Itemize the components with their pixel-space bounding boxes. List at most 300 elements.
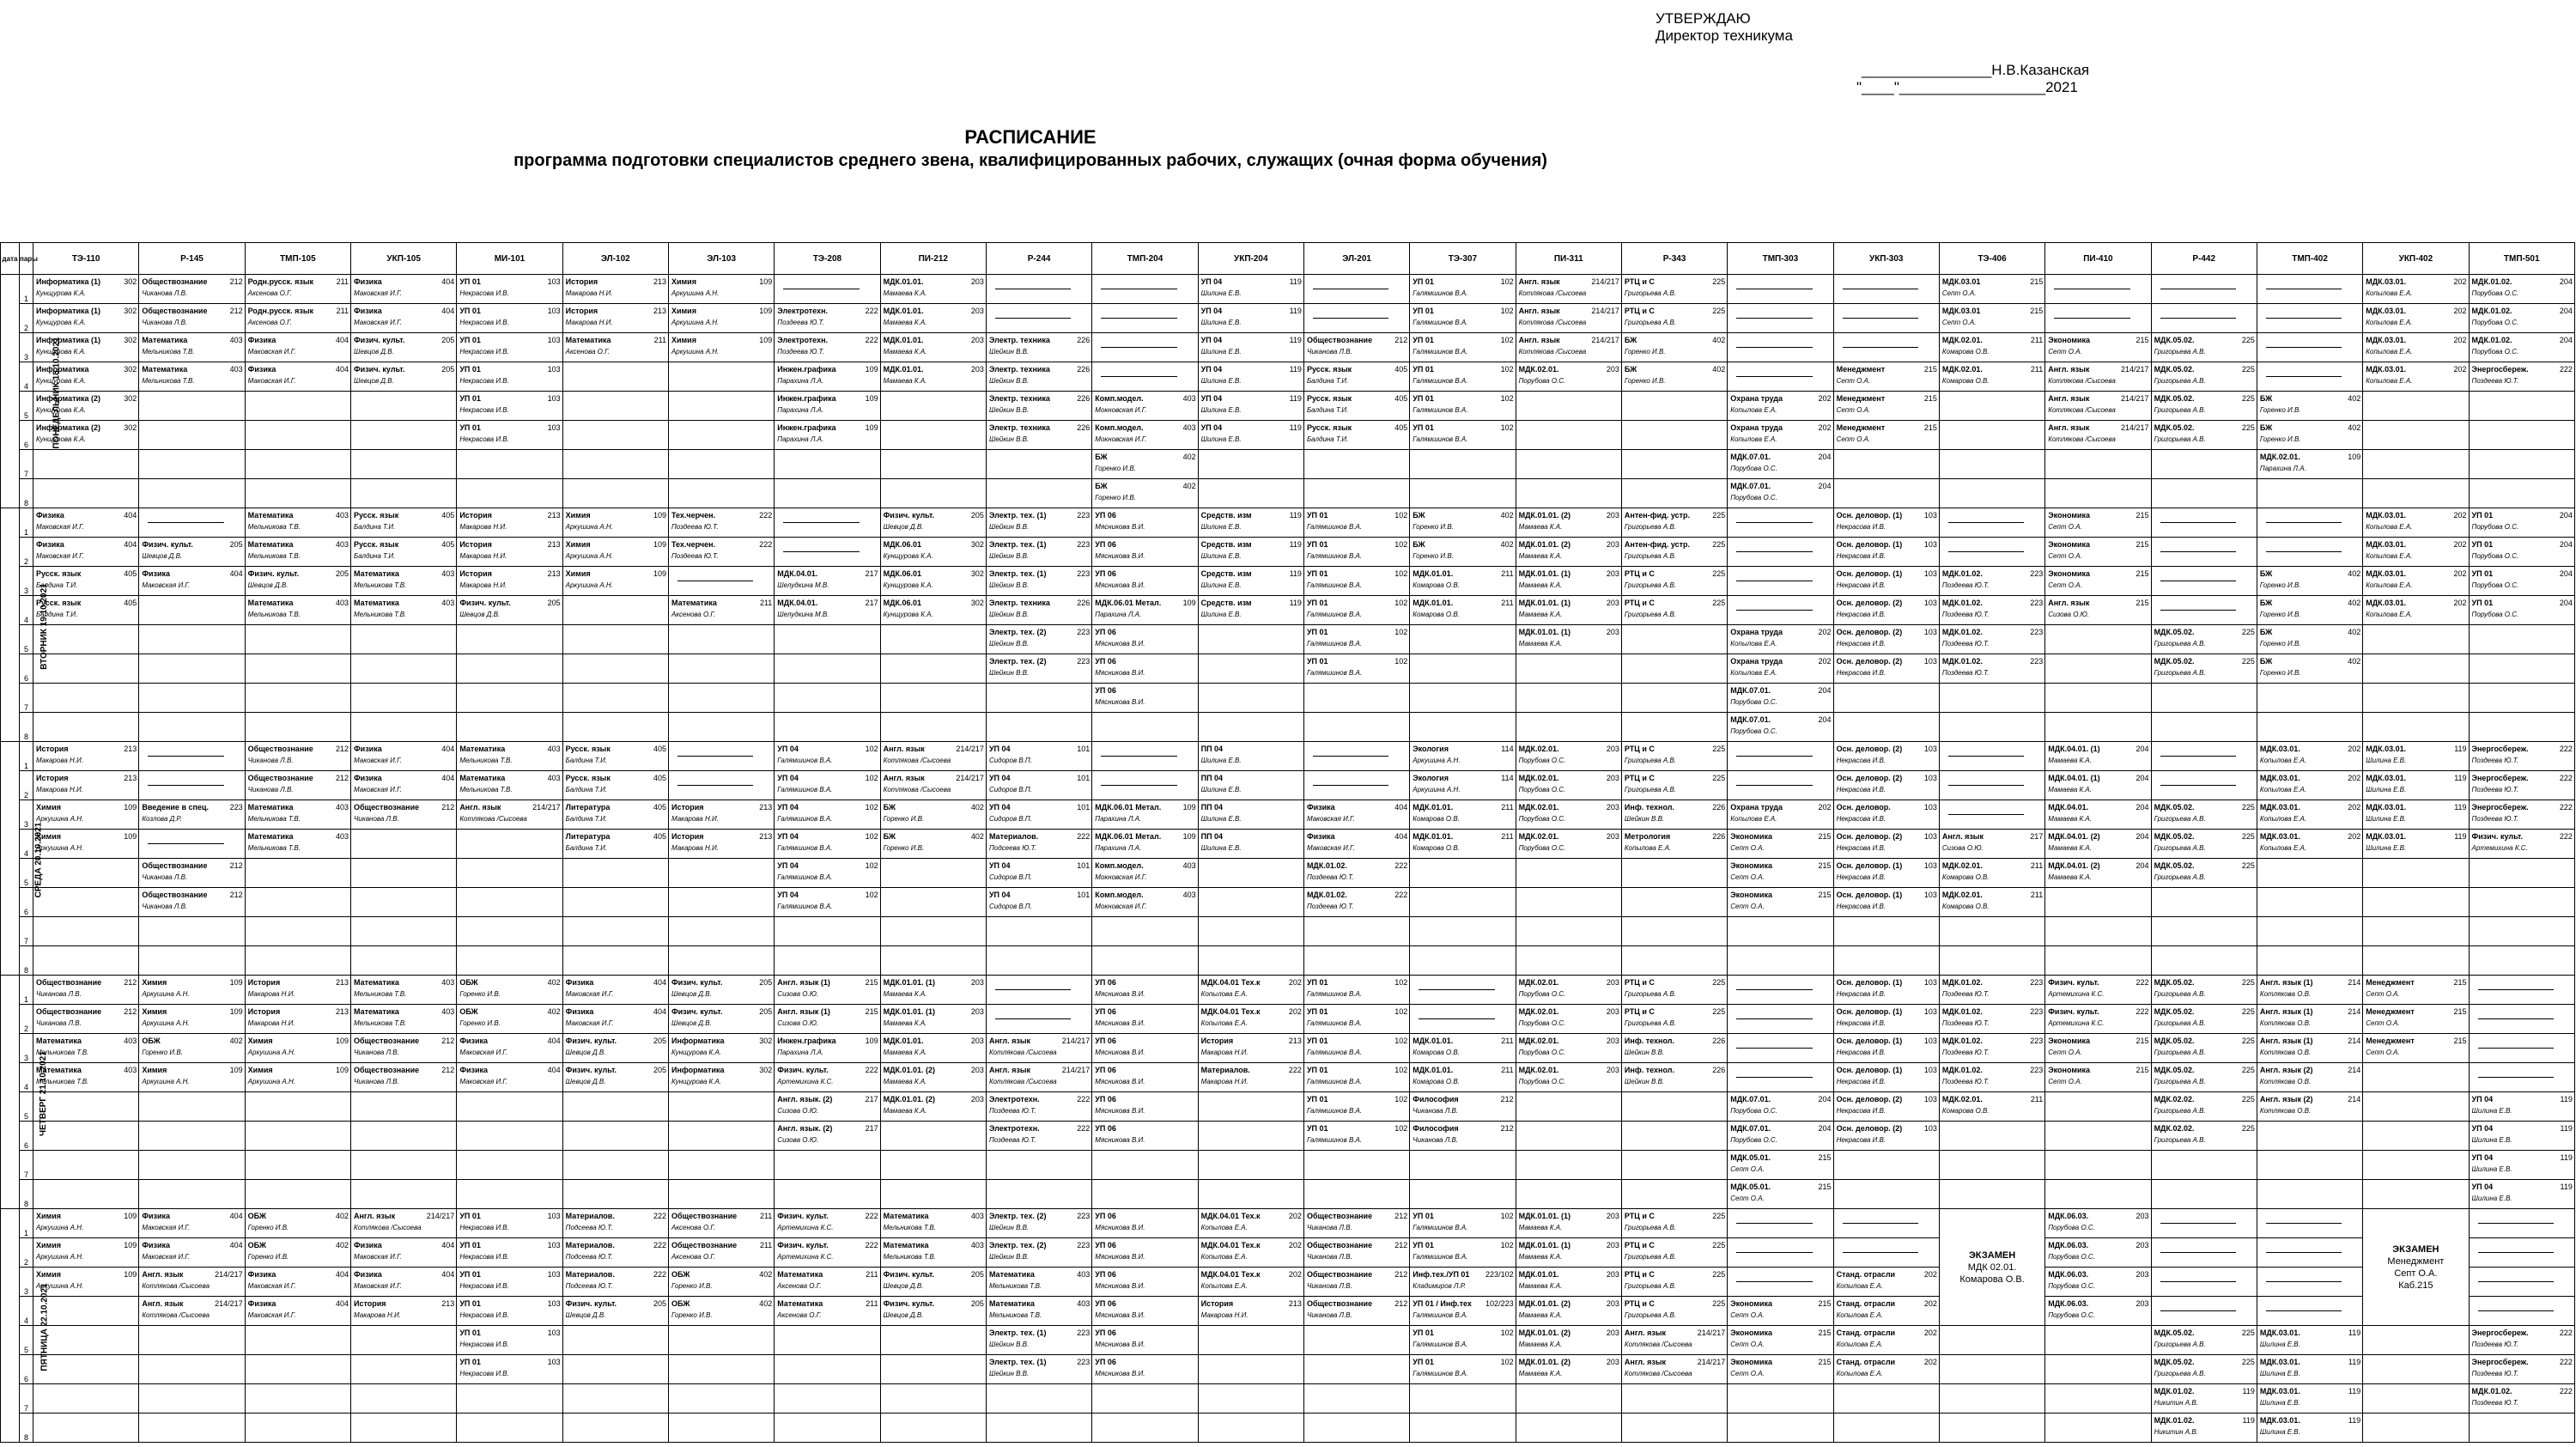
- lesson-cell: [1728, 742, 1833, 771]
- lesson-room: 119: [2560, 1183, 2573, 1191]
- lesson-cell: [245, 888, 350, 917]
- lesson-cell: [775, 976, 880, 1005]
- lesson-cell: [2257, 1268, 2362, 1297]
- lesson-teacher: Григорьева А.В.: [2154, 435, 2206, 443]
- lesson-cell: [668, 275, 774, 304]
- lesson-teacher: Шевцов Д.В.: [883, 1311, 924, 1319]
- lesson-teacher: Аркушина А.Н.: [247, 1078, 295, 1085]
- lesson-teacher: Парахина Л.А.: [2259, 465, 2306, 472]
- lesson-subject: Русск. язык: [1306, 394, 1352, 403]
- lesson-teacher: Мельникова Т.В.: [353, 990, 407, 998]
- lesson-teacher: Мельникова Т.В.: [36, 1049, 89, 1056]
- lesson-subject: Англ. язык (2): [2259, 1095, 2313, 1103]
- lesson-room: 204: [2136, 745, 2149, 753]
- lesson-room: 402: [759, 1270, 773, 1279]
- lesson-room: 109: [759, 336, 773, 344]
- lesson-teacher: Котлякова /Сысоева: [1518, 348, 1587, 356]
- lesson-teacher: Мельникова Т.В.: [459, 786, 513, 793]
- lesson-cell: [1833, 684, 1939, 713]
- lesson-teacher: Некрасова И.В.: [1836, 640, 1886, 648]
- lesson-subject: УП 01 / Инф.тех: [1413, 1299, 1472, 1308]
- lesson-subject: МДК.01.01. (2): [1518, 511, 1571, 520]
- lesson-cell: [33, 888, 139, 917]
- lesson-cell: [775, 1151, 880, 1180]
- lesson-cell: [1092, 1122, 1198, 1151]
- lesson-cell: [668, 1092, 774, 1122]
- lesson-room: 211: [2030, 861, 2044, 870]
- empty-line: [1736, 610, 1812, 611]
- pair-number: 3: [20, 800, 33, 830]
- lesson-room: 225: [1712, 774, 1726, 782]
- lesson-cell: [245, 567, 350, 596]
- lesson-subject: Менеджмент: [2366, 978, 2415, 987]
- lesson-cell: [2469, 830, 2574, 859]
- lesson-teacher: Горенко И.В.: [1413, 552, 1454, 560]
- lesson-teacher: Порубова О.С.: [1730, 494, 1777, 502]
- lesson-cell: [1303, 771, 1409, 800]
- lesson-room: 217: [865, 569, 878, 578]
- lesson-room: 402: [1712, 365, 1726, 374]
- empty-line: [995, 318, 1071, 319]
- lesson-cell: [139, 1122, 245, 1151]
- lesson-teacher: Чиканова Л.В.: [142, 289, 188, 297]
- lesson-room: 119: [2454, 745, 2467, 753]
- lesson-subject: Экономика: [1730, 861, 1773, 870]
- lesson-teacher: Копылова Е.А.: [1730, 640, 1777, 648]
- lesson-room: 225: [2241, 365, 2255, 374]
- lesson-room: 119: [1289, 277, 1302, 286]
- lesson-cell: [1410, 1326, 1516, 1355]
- lesson-room: 404: [335, 336, 349, 344]
- lesson-teacher: Мамаева К.А.: [883, 990, 927, 998]
- lesson-cell: [1728, 1209, 1833, 1238]
- group-header: УКП-105: [350, 243, 456, 275]
- lesson-cell: [139, 742, 245, 771]
- lesson-teacher: Котлякова /Сысоева: [883, 786, 951, 793]
- lesson-subject: УП 06: [1095, 1212, 1116, 1220]
- lesson-teacher: Горенко И.В.: [1095, 465, 1136, 472]
- lesson-cell: [1516, 1034, 1621, 1063]
- lesson-teacher: Маковская И.Г.: [353, 289, 402, 297]
- lesson-teacher: Порубова О.С.: [1518, 377, 1566, 385]
- lesson-subject: Физика: [353, 745, 382, 753]
- lesson-room: 302: [970, 569, 984, 578]
- title-subtitle: программа подготовки специалистов среднего звена, квалифицированных рабочих, служащих (очная форма обучения): [513, 151, 1547, 170]
- lesson-teacher: Септ О.А.: [2048, 348, 2082, 356]
- lesson-subject: Информатика (2): [36, 423, 101, 432]
- lesson-cell: [1621, 771, 1727, 800]
- lesson-subject: Электр. техника: [988, 365, 1050, 374]
- lesson-cell: [1303, 508, 1409, 538]
- lesson-cell: [457, 830, 562, 859]
- lesson-teacher: Поздеева Ю.Т.: [1941, 1019, 1990, 1027]
- lesson-teacher: Шейкин В.В.: [988, 669, 1030, 677]
- lesson-room: 103: [547, 1299, 561, 1308]
- lesson-teacher: Шилина Е.В.: [1200, 523, 1242, 531]
- lesson-cell: [562, 946, 668, 976]
- lesson-subject: УП 01: [459, 394, 481, 403]
- lesson-cell: [986, 1414, 1091, 1443]
- lesson-subject: МДК.01.02.: [1941, 657, 1983, 666]
- lesson-cell: [880, 421, 986, 450]
- lesson-room: 204: [2136, 861, 2149, 870]
- lesson-cell: [2257, 742, 2362, 771]
- lesson-subject: Обществознание: [1306, 1241, 1373, 1249]
- lesson-cell: [1516, 917, 1621, 946]
- lesson-room: 204: [2559, 307, 2573, 315]
- lesson-row: [1, 333, 2575, 362]
- lesson-subject: БЖ: [2259, 569, 2273, 578]
- lesson-cell: [245, 1092, 350, 1122]
- lesson-teacher: Септ О.А.: [1730, 1311, 1765, 1319]
- lesson-teacher: Шилина Е.В.: [2366, 757, 2407, 764]
- lesson-subject: МДК.03.01.: [2259, 774, 2300, 782]
- lesson-cell: [1728, 304, 1833, 333]
- lesson-cell: [1092, 1180, 1198, 1209]
- lesson-room: 203: [1606, 365, 1619, 374]
- group-header: УКП-204: [1198, 243, 1303, 275]
- lesson-cell: [562, 1180, 668, 1209]
- lesson-subject: МДК.05.02.: [2154, 423, 2195, 432]
- lesson-row: [1, 362, 2575, 392]
- lesson-subject: БЖ: [1095, 482, 1108, 490]
- lesson-cell: [775, 450, 880, 479]
- lesson-teacher: Мамаева К.А.: [1518, 640, 1563, 648]
- lesson-cell: [880, 275, 986, 304]
- lesson-cell: [1410, 771, 1516, 800]
- lesson-room: 215: [865, 978, 878, 987]
- lesson-subject: МДК.04.01 Тех.к: [1200, 1270, 1261, 1279]
- lesson-cell: [1939, 479, 2044, 508]
- lesson-cell: [986, 917, 1091, 946]
- lesson-cell: [986, 1034, 1091, 1063]
- lesson-cell: [1303, 567, 1409, 596]
- lesson-cell: [2151, 1414, 2257, 1443]
- lesson-teacher: Балдина Т.И.: [36, 581, 78, 589]
- lesson-cell: [1410, 1151, 1516, 1180]
- lesson-cell: [2257, 1151, 2362, 1180]
- lesson-subject: История: [247, 1007, 281, 1016]
- lesson-teacher: Копылова Е.А.: [2366, 581, 2413, 589]
- lesson-cell: [1516, 421, 1621, 450]
- lesson-subject: МДК.01.02.: [1941, 978, 1983, 987]
- lesson-room: 103: [1923, 978, 1937, 987]
- lesson-teacher: Шилина Е.В.: [2366, 844, 2407, 852]
- lesson-teacher: Копылова Е.А.: [1836, 1341, 1883, 1348]
- lesson-teacher: Шевцов Д.В.: [353, 348, 394, 356]
- lesson-cell: [1728, 1063, 1833, 1092]
- lesson-room: 103: [1923, 657, 1937, 666]
- lesson-cell: [1410, 275, 1516, 304]
- lesson-cell: [2257, 538, 2362, 567]
- lesson-teacher: Некрасова И.В.: [1836, 1019, 1886, 1027]
- lesson-cell: [2257, 771, 2362, 800]
- lesson-cell: [1303, 654, 1409, 684]
- lesson-cell: [2045, 684, 2151, 713]
- lesson-cell: [2469, 538, 2574, 567]
- lesson-cell: [668, 713, 774, 742]
- lesson-teacher: Шилина Е.В.: [2471, 1136, 2512, 1144]
- lesson-teacher: Чиканова Л.В.: [36, 1019, 82, 1027]
- lesson-cell: [2045, 1180, 2151, 1209]
- lesson-cell: [1303, 450, 1409, 479]
- empty-line: [783, 551, 859, 552]
- lesson-cell: [1728, 859, 1833, 888]
- lesson-subject: Математика: [142, 365, 188, 374]
- lesson-teacher: Горенко И.В.: [883, 844, 925, 852]
- lesson-cell: [2151, 1297, 2257, 1326]
- lesson-cell: [880, 1355, 986, 1384]
- empty-line: [148, 522, 223, 523]
- lesson-row: [1, 392, 2575, 421]
- lesson-cell: [1728, 684, 1833, 713]
- lesson-cell: [1728, 1297, 1833, 1326]
- lesson-teacher: Шилина Е.В.: [2259, 1428, 2300, 1436]
- lesson-subject: МДК.01.01.: [883, 307, 924, 315]
- lesson-room: 212: [124, 1007, 137, 1016]
- lesson-cell: [1303, 888, 1409, 917]
- lesson-subject: Философия: [1413, 1095, 1459, 1103]
- lesson-cell: [457, 362, 562, 392]
- lesson-row: [1, 538, 2575, 567]
- lesson-subject: Обществознание: [142, 277, 208, 286]
- lesson-teacher: Шейкин В.В.: [988, 523, 1030, 531]
- lesson-cell: [880, 684, 986, 713]
- group-header: ЭЛ-102: [562, 243, 668, 275]
- lesson-cell: [562, 1005, 668, 1034]
- empty-line: [2160, 522, 2236, 523]
- lesson-cell: [1516, 1209, 1621, 1238]
- empty-line: [2160, 610, 2236, 611]
- lesson-subject: Физич. культ.: [671, 1007, 723, 1016]
- lesson-subject: УП 06: [1095, 1066, 1116, 1074]
- lesson-subject: Физика: [142, 1241, 171, 1249]
- lesson-teacher: Мясникова В.И.: [1095, 1282, 1145, 1290]
- lesson-teacher: Комарова О.В.: [1941, 873, 1990, 881]
- lesson-room: 203: [1606, 1037, 1619, 1045]
- lesson-subject: Электр. техника: [988, 599, 1050, 607]
- lesson-teacher: Мельникова Т.В.: [142, 348, 195, 356]
- empty-line: [2054, 318, 2129, 319]
- lesson-cell: [139, 421, 245, 450]
- lesson-subject: Менеджмент: [1836, 365, 1886, 374]
- lesson-cell: [1410, 654, 1516, 684]
- lesson-subject: Инжен.графика: [777, 1037, 836, 1045]
- lesson-room: 222: [865, 1066, 878, 1074]
- lesson-subject: МДК.05.02.: [2154, 978, 2195, 987]
- lesson-teacher: Макарова Н.И.: [565, 319, 613, 326]
- lesson-room: 405: [1394, 423, 1408, 432]
- lesson-teacher: Парахина Л.А.: [777, 435, 824, 443]
- lesson-room: 103: [1923, 1066, 1937, 1074]
- lesson-cell: [775, 1268, 880, 1297]
- lesson-subject: Химия: [671, 336, 696, 344]
- lesson-teacher: Макарова Н.И.: [247, 990, 295, 998]
- lesson-cell: [2045, 625, 2151, 654]
- lesson-teacher: Котлякова /Сысоева: [2048, 377, 2116, 385]
- group-header: Р-442: [2151, 243, 2257, 275]
- lesson-room: 225: [1712, 978, 1726, 987]
- lesson-subject: РТЦ и С: [1624, 307, 1655, 315]
- lesson-subject: Комп.модел.: [1095, 423, 1144, 432]
- lesson-room: 202: [1288, 1241, 1302, 1249]
- lesson-room: 205: [335, 569, 349, 578]
- lesson-teacher: Григорьева А.В.: [2154, 669, 2206, 677]
- empty-slot: [2363, 1355, 2469, 1384]
- lesson-subject: МДК.03.01: [1941, 277, 1981, 286]
- exam-line: Каб.215: [2398, 1280, 2433, 1291]
- lesson-room: 215: [1818, 1299, 1832, 1308]
- lesson-cell: [350, 1326, 456, 1355]
- lesson-cell: [2469, 1092, 2574, 1122]
- lesson-teacher: Кунщурова К.А.: [36, 319, 87, 326]
- lesson-teacher: Мокновская И.Г.: [1095, 903, 1147, 910]
- lesson-teacher: Мясникова В.И.: [1095, 1341, 1145, 1348]
- lesson-room: 103: [547, 1358, 561, 1366]
- lesson-teacher: Галямшинов В.А.: [1306, 552, 1363, 560]
- lesson-subject: История: [36, 745, 69, 753]
- lesson-cell: [1728, 333, 1833, 362]
- lesson-room: 202: [2453, 511, 2467, 520]
- lesson-cell: [1410, 1034, 1516, 1063]
- lesson-subject: УП 06: [1095, 657, 1116, 666]
- lesson-subject: Физика: [1306, 832, 1335, 841]
- lesson-cell: [1833, 362, 1939, 392]
- lesson-subject: МДК.07.01.: [1730, 715, 1771, 724]
- lesson-cell: [1728, 917, 1833, 946]
- lesson-room: 302: [124, 277, 137, 286]
- lesson-cell: [2045, 275, 2151, 304]
- empty-line: [2160, 1252, 2236, 1253]
- lesson-subject: МДК.05.01.: [1730, 1183, 1771, 1191]
- lesson-teacher: Мамаева К.А.: [883, 1078, 927, 1085]
- lesson-cell: [880, 304, 986, 333]
- lesson-teacher: Мамаева К.А.: [883, 377, 927, 385]
- lesson-teacher: Кунщурова К.А.: [36, 406, 87, 414]
- lesson-room: 225: [2241, 1037, 2255, 1045]
- lesson-cell: [1728, 713, 1833, 742]
- lesson-teacher: Копылова Е.А.: [1200, 1224, 1248, 1231]
- lesson-cell: [2257, 479, 2362, 508]
- lesson-cell: [2151, 392, 2257, 421]
- lesson-subject: МДК.01.02.: [1306, 891, 1347, 899]
- lesson-room: 202: [1923, 1328, 1937, 1337]
- lesson-cell: [1410, 917, 1516, 946]
- lesson-cell: [1410, 1005, 1516, 1034]
- lesson-room: 213: [335, 1007, 349, 1016]
- lesson-teacher: Некрасова И.В.: [1836, 786, 1886, 793]
- lesson-room: 225: [1712, 599, 1726, 607]
- lesson-teacher: Чиканова Л.В.: [247, 786, 294, 793]
- lesson-teacher: Чиканова Л.В.: [142, 319, 188, 326]
- lesson-cell: [2151, 713, 2257, 742]
- pair-number: 2: [20, 1005, 33, 1034]
- lesson-cell: [668, 1238, 774, 1268]
- lesson-cell: [2151, 946, 2257, 976]
- lesson-subject: Охрана труда: [1730, 803, 1783, 812]
- lesson-subject: УП 01: [1306, 1124, 1328, 1133]
- lesson-room: 109: [759, 277, 773, 286]
- lesson-subject: Литература: [565, 803, 611, 812]
- lesson-teacher: Некрасова И.В.: [1836, 1107, 1886, 1115]
- lesson-cell: [986, 1209, 1091, 1238]
- lesson-teacher: Копылова Е.А.: [2259, 815, 2307, 823]
- lesson-teacher: Аркушина А.Н.: [142, 1078, 190, 1085]
- lesson-cell: [1621, 654, 1727, 684]
- lesson-subject: Физика: [459, 1037, 489, 1045]
- lesson-subject: МДК.04.01 Тех.к: [1200, 1212, 1261, 1220]
- lesson-teacher: Парахина Л.А.: [1095, 611, 1142, 618]
- pair-number: 6: [20, 421, 33, 450]
- lesson-cell: [33, 771, 139, 800]
- lesson-teacher: Мельникова Т.В.: [988, 1311, 1042, 1319]
- lesson-subject: УП 06: [1095, 511, 1116, 520]
- lesson-cell: [986, 771, 1091, 800]
- lesson-cell: [1516, 830, 1621, 859]
- lesson-teacher: Мясникова В.И.: [1095, 1107, 1145, 1115]
- lesson-room: 109: [865, 1037, 878, 1045]
- lesson-cell: [2469, 304, 2574, 333]
- empty-line: [2478, 1223, 2554, 1224]
- lesson-cell: [1410, 1209, 1516, 1238]
- lesson-cell: [139, 859, 245, 888]
- lesson-subject: История: [247, 978, 281, 987]
- lesson-room: 222: [1394, 891, 1408, 899]
- empty-line: [1313, 785, 1388, 786]
- lesson-subject: МДК.01.01. (2): [1518, 1328, 1571, 1337]
- lesson-room: 203: [970, 1095, 984, 1103]
- lesson-subject: МДК.01.01. (1): [1518, 569, 1571, 578]
- lesson-room: 211: [1501, 1066, 1514, 1074]
- lesson-cell: [350, 742, 456, 771]
- lesson-cell: [1198, 1414, 1303, 1443]
- lesson-room: 102: [865, 891, 878, 899]
- lesson-cell: [245, 771, 350, 800]
- lesson-subject: Охрана труда: [1730, 423, 1783, 432]
- lesson-subject: Англ. язык: [988, 1037, 1031, 1045]
- lesson-cell: [668, 1180, 774, 1209]
- lesson-teacher: Маковская И.Г.: [142, 581, 191, 589]
- lesson-room: 214: [2348, 1095, 2361, 1103]
- lesson-cell: [668, 625, 774, 654]
- lesson-room: 114: [1501, 774, 1514, 782]
- lesson-subject: Химия: [36, 1241, 61, 1249]
- lesson-cell: [1410, 479, 1516, 508]
- lesson-cell: [2151, 304, 2257, 333]
- lesson-teacher: Копылова Е.А.: [1624, 844, 1672, 852]
- lesson-cell: [1410, 1268, 1516, 1297]
- lesson-teacher: Козлова Д.Р.: [142, 815, 182, 823]
- empty-line: [2160, 551, 2236, 552]
- lesson-subject: Физика: [353, 774, 382, 782]
- lesson-subject: Математика: [671, 599, 717, 607]
- lesson-cell: [1516, 392, 1621, 421]
- lesson-room: 119: [1289, 599, 1302, 607]
- lesson-subject: Физич. культ.: [247, 569, 300, 578]
- lesson-teacher: Маковская И.Г.: [459, 1078, 508, 1085]
- lesson-cell: [562, 1268, 668, 1297]
- group-header: Р-244: [986, 243, 1091, 275]
- lesson-cell: [775, 1238, 880, 1268]
- lesson-cell: [668, 888, 774, 917]
- lesson-subject: Осн. деловор. (2): [1836, 657, 1903, 666]
- lesson-cell: [350, 392, 456, 421]
- lesson-subject: МДК.01.01.: [1413, 803, 1454, 812]
- lesson-subject: Материалов.: [1200, 1066, 1250, 1074]
- lesson-cell: [139, 1209, 245, 1238]
- lesson-room: 225: [1712, 1007, 1726, 1016]
- lesson-cell: [775, 1034, 880, 1063]
